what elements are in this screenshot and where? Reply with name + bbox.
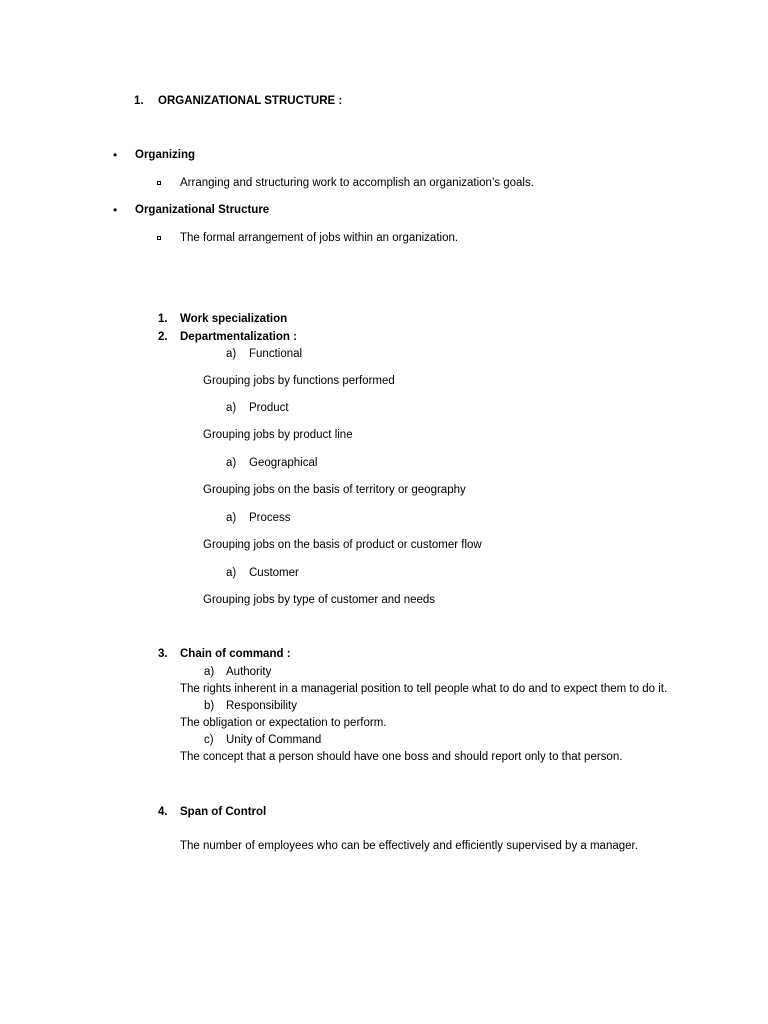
list-number: 3.	[158, 648, 168, 660]
dept-desc-customer: Grouping jobs by type of customer and needs	[203, 594, 436, 606]
chain-item-authority: Authority	[226, 666, 272, 678]
bullet-marker: •	[113, 148, 118, 162]
span-of-control-desc: The number of employees who can be effectively and efficiently supervised by a manager.	[180, 840, 638, 852]
dept-desc-product: Grouping jobs by product line	[203, 429, 353, 441]
sub-marker: c)	[204, 734, 214, 746]
chain-desc-responsibility: The obligation or expectation to perform.	[180, 717, 387, 729]
dept-desc-functional: Grouping jobs by functions performed	[203, 375, 395, 387]
dept-type-customer: Customer	[249, 567, 299, 579]
definition-organizational-structure: The formal arrangement of jobs within an organization.	[180, 232, 459, 244]
bullet-title-organizing: Organizing	[135, 149, 196, 161]
square-bullet-icon	[157, 236, 161, 240]
element-chain-of-command: Chain of command :	[180, 648, 291, 660]
chain-desc-unity-of-command: The concept that a person should have one boss and should report only to that person.	[180, 751, 623, 763]
element-work-specialization: Work specialization	[180, 313, 288, 325]
chain-item-unity-of-command: Unity of Command	[226, 734, 322, 746]
list-number: 1.	[158, 313, 168, 325]
dept-desc-process: Grouping jobs on the basis of product or customer flow	[203, 539, 482, 551]
page-title: ORGANIZATIONAL STRUCTURE :	[158, 95, 343, 107]
sub-marker: a)	[226, 512, 237, 524]
dept-type-process: Process	[249, 512, 291, 524]
dept-desc-geographical: Grouping jobs on the basis of territory or geography	[203, 484, 466, 496]
bullet-marker: •	[113, 203, 118, 217]
list-number: 4.	[158, 806, 168, 818]
element-departmentalization: Departmentalization :	[180, 331, 297, 343]
sub-marker: b)	[204, 700, 215, 712]
sub-marker: a)	[226, 402, 237, 414]
sub-marker: a)	[204, 666, 215, 678]
chain-desc-authority: The rights inherent in a managerial position to tell people what to do and to expect them to do it.	[180, 683, 668, 695]
sub-marker: a)	[226, 567, 237, 579]
list-number: 2.	[158, 331, 168, 343]
dept-type-functional: Functional	[249, 348, 303, 360]
dept-type-product: Product	[249, 402, 289, 414]
bullet-title-organizational-structure: Organizational Structure	[135, 204, 270, 216]
square-bullet-icon	[157, 181, 161, 185]
heading-number: 1.	[134, 95, 144, 107]
sub-marker: a)	[226, 457, 237, 469]
chain-item-responsibility: Responsibility	[226, 700, 297, 712]
definition-organizing: Arranging and structuring work to accomplish an organization’s goals.	[180, 177, 534, 189]
dept-type-geographical: Geographical	[249, 457, 318, 469]
element-span-of-control: Span of Control	[180, 806, 267, 818]
sub-marker: a)	[226, 348, 237, 360]
